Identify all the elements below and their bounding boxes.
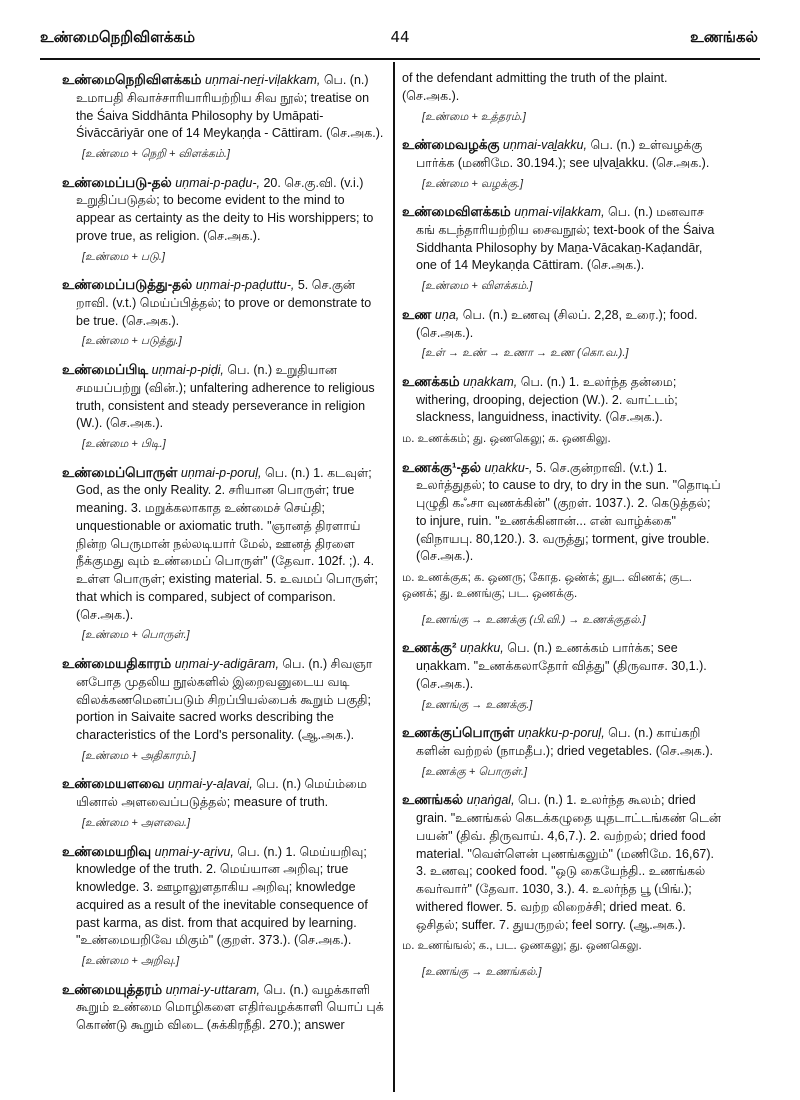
dictionary-entry [402, 638, 724, 693]
dictionary-entry [402, 305, 724, 343]
entry-definition: பெ. (n.) மெய்ம்மை யினால் அளவைப்படுத்தல்; measure of truth. [76, 777, 367, 810]
entry-etymology: [உண்மை + பிடி.] [82, 438, 166, 451]
page-number: 44 [390, 28, 410, 46]
entry-transliteration: uṇmai-p-paḍuttu-, [195, 278, 295, 293]
entry-transliteration: uṇmai-p-poruḷ, [180, 465, 262, 480]
header-left-guideword: உண்மைநெறிவிளக்கம் [40, 28, 196, 46]
entry-transliteration: uṇmai-neṟi-viḷakkam, [205, 73, 321, 87]
entry-transliteration: uṇmai-viḷakkam, [514, 205, 605, 220]
entry-transliteration: uṇmai-y-aṟivu, [154, 844, 234, 859]
entry-etymology: [உண்மை + அளவை.] [82, 816, 191, 829]
entry-headword: உண்மைவிளக்கம் [402, 204, 511, 220]
entry-etymology: [உணங்கு → உணக்கு.] [422, 698, 533, 711]
entry-headword: உண்மைப்பொருள் [62, 464, 178, 480]
entry-etymology: [உணங்கு → உணக்கு (பி.வி.) → உணக்குதல்.] [422, 613, 646, 626]
entry-transliteration: uṇa, [434, 307, 460, 322]
dictionary-entry [62, 463, 384, 625]
dictionary-entry [62, 70, 384, 143]
entry-transliteration: uṇmai-y-adigāram, [174, 657, 279, 672]
entry-etymology: [உண்மை + அறிவு.] [82, 955, 180, 968]
entry-definition: பெ. (n.) 1. உலர்ந்த தன்மை; withering, drooping, dejection (W.). 2. வாட்டம்; slackness, languidness, inactivity. (செ.அக.). [416, 374, 678, 425]
entry-etymology: [உண்மை + வழக்கு.] [422, 177, 524, 190]
dictionary-entry [62, 173, 384, 246]
entry-headword: உணக்கம் [402, 373, 460, 389]
entry-etymology: [உணங்கு → உணங்கல்.] [422, 965, 542, 978]
entry-definition: பெ. (n.) 1. மெய்யறிவு; knowledge of the truth. 2. மெய்யான அறிவு; true knowledge. 3. ஊழாலுளதாகிய அறிவு; knowledge acquired as a result of the inevitable consequence of past karma, as dist. from that acquired by learning. "உண்மையறிவே மிகும்" (குறள். 373.). (செ.அக.). [76, 844, 368, 948]
entry-definition: பெ. (n.) வழக்காளி கூறும் உண்மை மொழிகளை எதிர்வழக்காளி யொப் புக் கொண்டு கூறும் விடை (சுக்கிரநீதி. 270.); answer [76, 982, 384, 1033]
entry-definition: பெ. (n.) உமாபதி சிவாச்சாரியாரியற்றிய சிவ நூல்; treatise on the Śaiva Siddhānta Philosophy by Umāpati-Śivāccāriyār one of 14 Meykaṇḍa - Cāttiram. (செ.அக.). [76, 73, 384, 141]
entry-headword: உண [402, 306, 432, 322]
entry-etymology: [உண்மை + பொருள்.] [82, 629, 190, 642]
entry-headword: உணக்குப்பொருள் [402, 725, 515, 741]
dictionary-entry [62, 980, 384, 1035]
entry-transliteration: uṇakku, [459, 641, 504, 656]
entry-etymology: [உண்மை + உத்தரம்.] [422, 110, 526, 123]
entry-transliteration: uṇmai-vaḻakku, [502, 138, 587, 153]
entry-cognates: ம. உணங்ஙல்; க., பட. ஒணகலு; து. ஒணகெலு. [402, 940, 642, 953]
entry-headword: உண்மைப்பிடி [62, 362, 149, 378]
entry-headword: உணக்கு¹-தல் [402, 459, 481, 475]
entry-etymology: [உண்மை + விளக்கம்.] [422, 280, 533, 293]
dictionary-entry [62, 774, 384, 812]
left-column [62, 70, 384, 1090]
entry-definition: பெ. (n.) உறுதியான சமயப்பற்று (வின்.); unfaltering adherence to religious truth, consistent and steady perseverance in religion (W.). (செ.அக.). [76, 363, 375, 431]
entry-definition: பெ. (n.) உணக்கம் பார்க்க; see uṇakkam. "உணக்கலாதோர் வித்து" (திருவாச. 30,1.). (செ.அக.). [416, 641, 707, 691]
entry-cognates: ம. உணக்குக; க. ஒணரு; கோத. ஒண்க்; துட. விணக்; குட. ஒணக்; து. உணங்கு; பட. ஒணக்கு. [402, 572, 692, 601]
entry-transliteration: uṇmai-p-piḍi, [151, 363, 224, 378]
entry-transliteration: uṇmai-y-uttaram, [165, 982, 261, 997]
dictionary-entry [62, 360, 384, 433]
entry-etymology: [உண்மை + படுத்து.] [82, 335, 182, 348]
entry-headword: உண்மைநெறிவிளக்கம் [62, 72, 202, 87]
entry-etymology: [உண்மை + படு.] [82, 250, 165, 263]
entry-headword: உண்மையளவை [62, 776, 165, 792]
entry-etymology: [உண்மை + நெறி + விளக்கம்.] [82, 148, 230, 160]
page-header [0, 0, 800, 60]
entry-definition: 5. செ.குன்றாவி. (v.t.) 1. உலர்த்துதல்; to cause to dry, to dry in the sun. "தொடிப் புழுதி கஃசா வுணக்கின்" (குறள். 1037.). 2. கெடுத்தல்; to injure, ruin. "உணக்கினான்... என் வாழ்க்கை" (விநாயபு. 80,120.). 3. வருத்து; torment, give trouble. (செ.அக.). [416, 460, 721, 564]
entry-definition: பெ. (n.) உணவு (சிலப். 2,28, உரை.); food. (செ.அக.). [416, 307, 698, 340]
dictionary-entry [402, 372, 724, 427]
dictionary-entry [402, 458, 724, 567]
entry-transliteration: uṇmai-p-paḍu-, [175, 175, 260, 190]
entry-headword: உணக்கு² [402, 640, 457, 656]
dictionary-entry [62, 842, 384, 951]
entry-etymology: [உள் → உண் → உணா → உண (கொ.வ.).] [422, 347, 629, 360]
entry-headword: உண்மைப்படுத்து-தல் [62, 277, 193, 293]
entry-definition: of the defendant admitting the truth of the plaint. (செ.அக.). [402, 71, 668, 103]
right-column [402, 70, 724, 1090]
entry-definition: பெ. (n.) உள்வழக்கு பார்க்க (மணிமே. 30.194.); see uḷvaḻakku. (செ.அக.). [416, 138, 710, 170]
dictionary-entry [62, 654, 384, 745]
entry-etymology: [உணக்கு + பொருள்.] [422, 765, 528, 778]
dictionary-entry [402, 790, 724, 934]
entry-etymology: [உண்மை + அதிகாரம்.] [82, 749, 196, 762]
entry-definition: பெ. (n.) 1. உலர்ந்த கூலம்; dried grain. "உணங்கல் கெடக்கழுதை யுதடாட்டங்கண் டென் பயன்" (திவ். திருவாய். 4,6,7.). 2. வற்றல்; dried food material. "வெள்ளென் புணங்கலும்" (மணிமே. 16,67). 3. உணவு; cooked food. "ஒடு கையேந்தி.. உணங்கல் கவர்வார்" (தேவா. 1030, 3.). 4. உலர்ந்த பூ (பிங்.); withered flower. 5. வற்ற லிறைச்சி; dried meat. 6. ஒசிதல்; suffer. 7. துயருறல்; feel sorry. (ஆ.அக.). [416, 793, 722, 932]
entry-cognates: ம. உணக்கம்; து. ஒணகெலு; க. ஒணகிலு. [402, 433, 611, 446]
entry-transliteration: uṇakkam, [463, 374, 518, 389]
entry-headword: உண்மைவழக்கு [402, 137, 500, 153]
header-right-guideword: உணங்கல் [690, 28, 758, 46]
dictionary-entry [62, 275, 384, 330]
entry-headword: உண்மையுத்தரம் [62, 981, 163, 997]
entry-definition: பெ. (n.) சிவஞா னபோத முதலிய நூல்களில் இறைவனுடைய வடி விலக்கணமெனப்படும் சிறப்பியல்பைக் கூறும் பகுதி; portion in Saivaite sacred works describing the characteristics of the Lord's personality. (ஆ.அக.). [76, 657, 373, 743]
entry-transliteration: uṇakku-p-poruḷ, [517, 726, 605, 741]
entry-definition: பெ. (n.) மனவாச கங் கடந்தாரியற்றிய சைவநூல்; text-book of the Śaiva Siddhanta Philosophy by Maṉa-Vācakaṉ-Kaḍandār, one of 14 Meykaṇḍa Cāttiram. (செ.அக.). [416, 205, 715, 273]
entry-definition: பெ. (n.) 1. கடவுள்; God, as the only Reality. 2. சரியான பொருள்; true meaning. 3. மறுக்கலாகாத உண்மைச் செய்தி; unquestionable or axiomatic truth. "ஞானத் திரளாய் நின்ற பெருமான் நல்லடியார் மேல், ஊனத் திரளை நீக்குமது வும் உண்மைப் பொருள்" (தேவா. 102f. ;). 4. உள்ள பொருள்; existing material. 5. உவமப் பொருள்; that which is compared, subject of comparison. (செ.அக.). [76, 465, 378, 622]
dictionary-entry [402, 70, 724, 106]
column-divider [393, 62, 395, 1092]
entry-transliteration: uṇmai-y-aḷavai, [168, 777, 253, 792]
entry-definition: 5. செ.குன் றாவி. (v.t.) மெய்ப்பித்தல்; to prove or demonstrate to be true. (செ.அக.). [76, 278, 372, 328]
entry-headword: உண்மையறிவு [62, 843, 152, 859]
dictionary-entry [402, 135, 724, 173]
entry-headword: உண்மைப்படு-தல் [62, 174, 172, 190]
entry-headword: உணங்கல் [402, 792, 464, 808]
entry-headword: உண்மையதிகாரம் [62, 656, 172, 672]
entry-definition: 20. செ.கு.வி. (v.i.) உறுதிப்படுதல்; to become evident to the mind to appear as certainty as the deity to His worshippers; to prove true, as religion. (செ.அக.). [76, 175, 374, 243]
dictionary-entry [402, 723, 724, 761]
dictionary-entry [402, 202, 724, 275]
header-rule [40, 58, 760, 60]
entry-transliteration: uṇakku-, [484, 460, 533, 475]
entry-transliteration: uṇaṅgal, [466, 793, 515, 808]
entry-definition: பெ. (n.) காய்கறி களின் வற்றல் (நாமதீப.); dried vegetables. (செ.அக.). [416, 726, 713, 758]
